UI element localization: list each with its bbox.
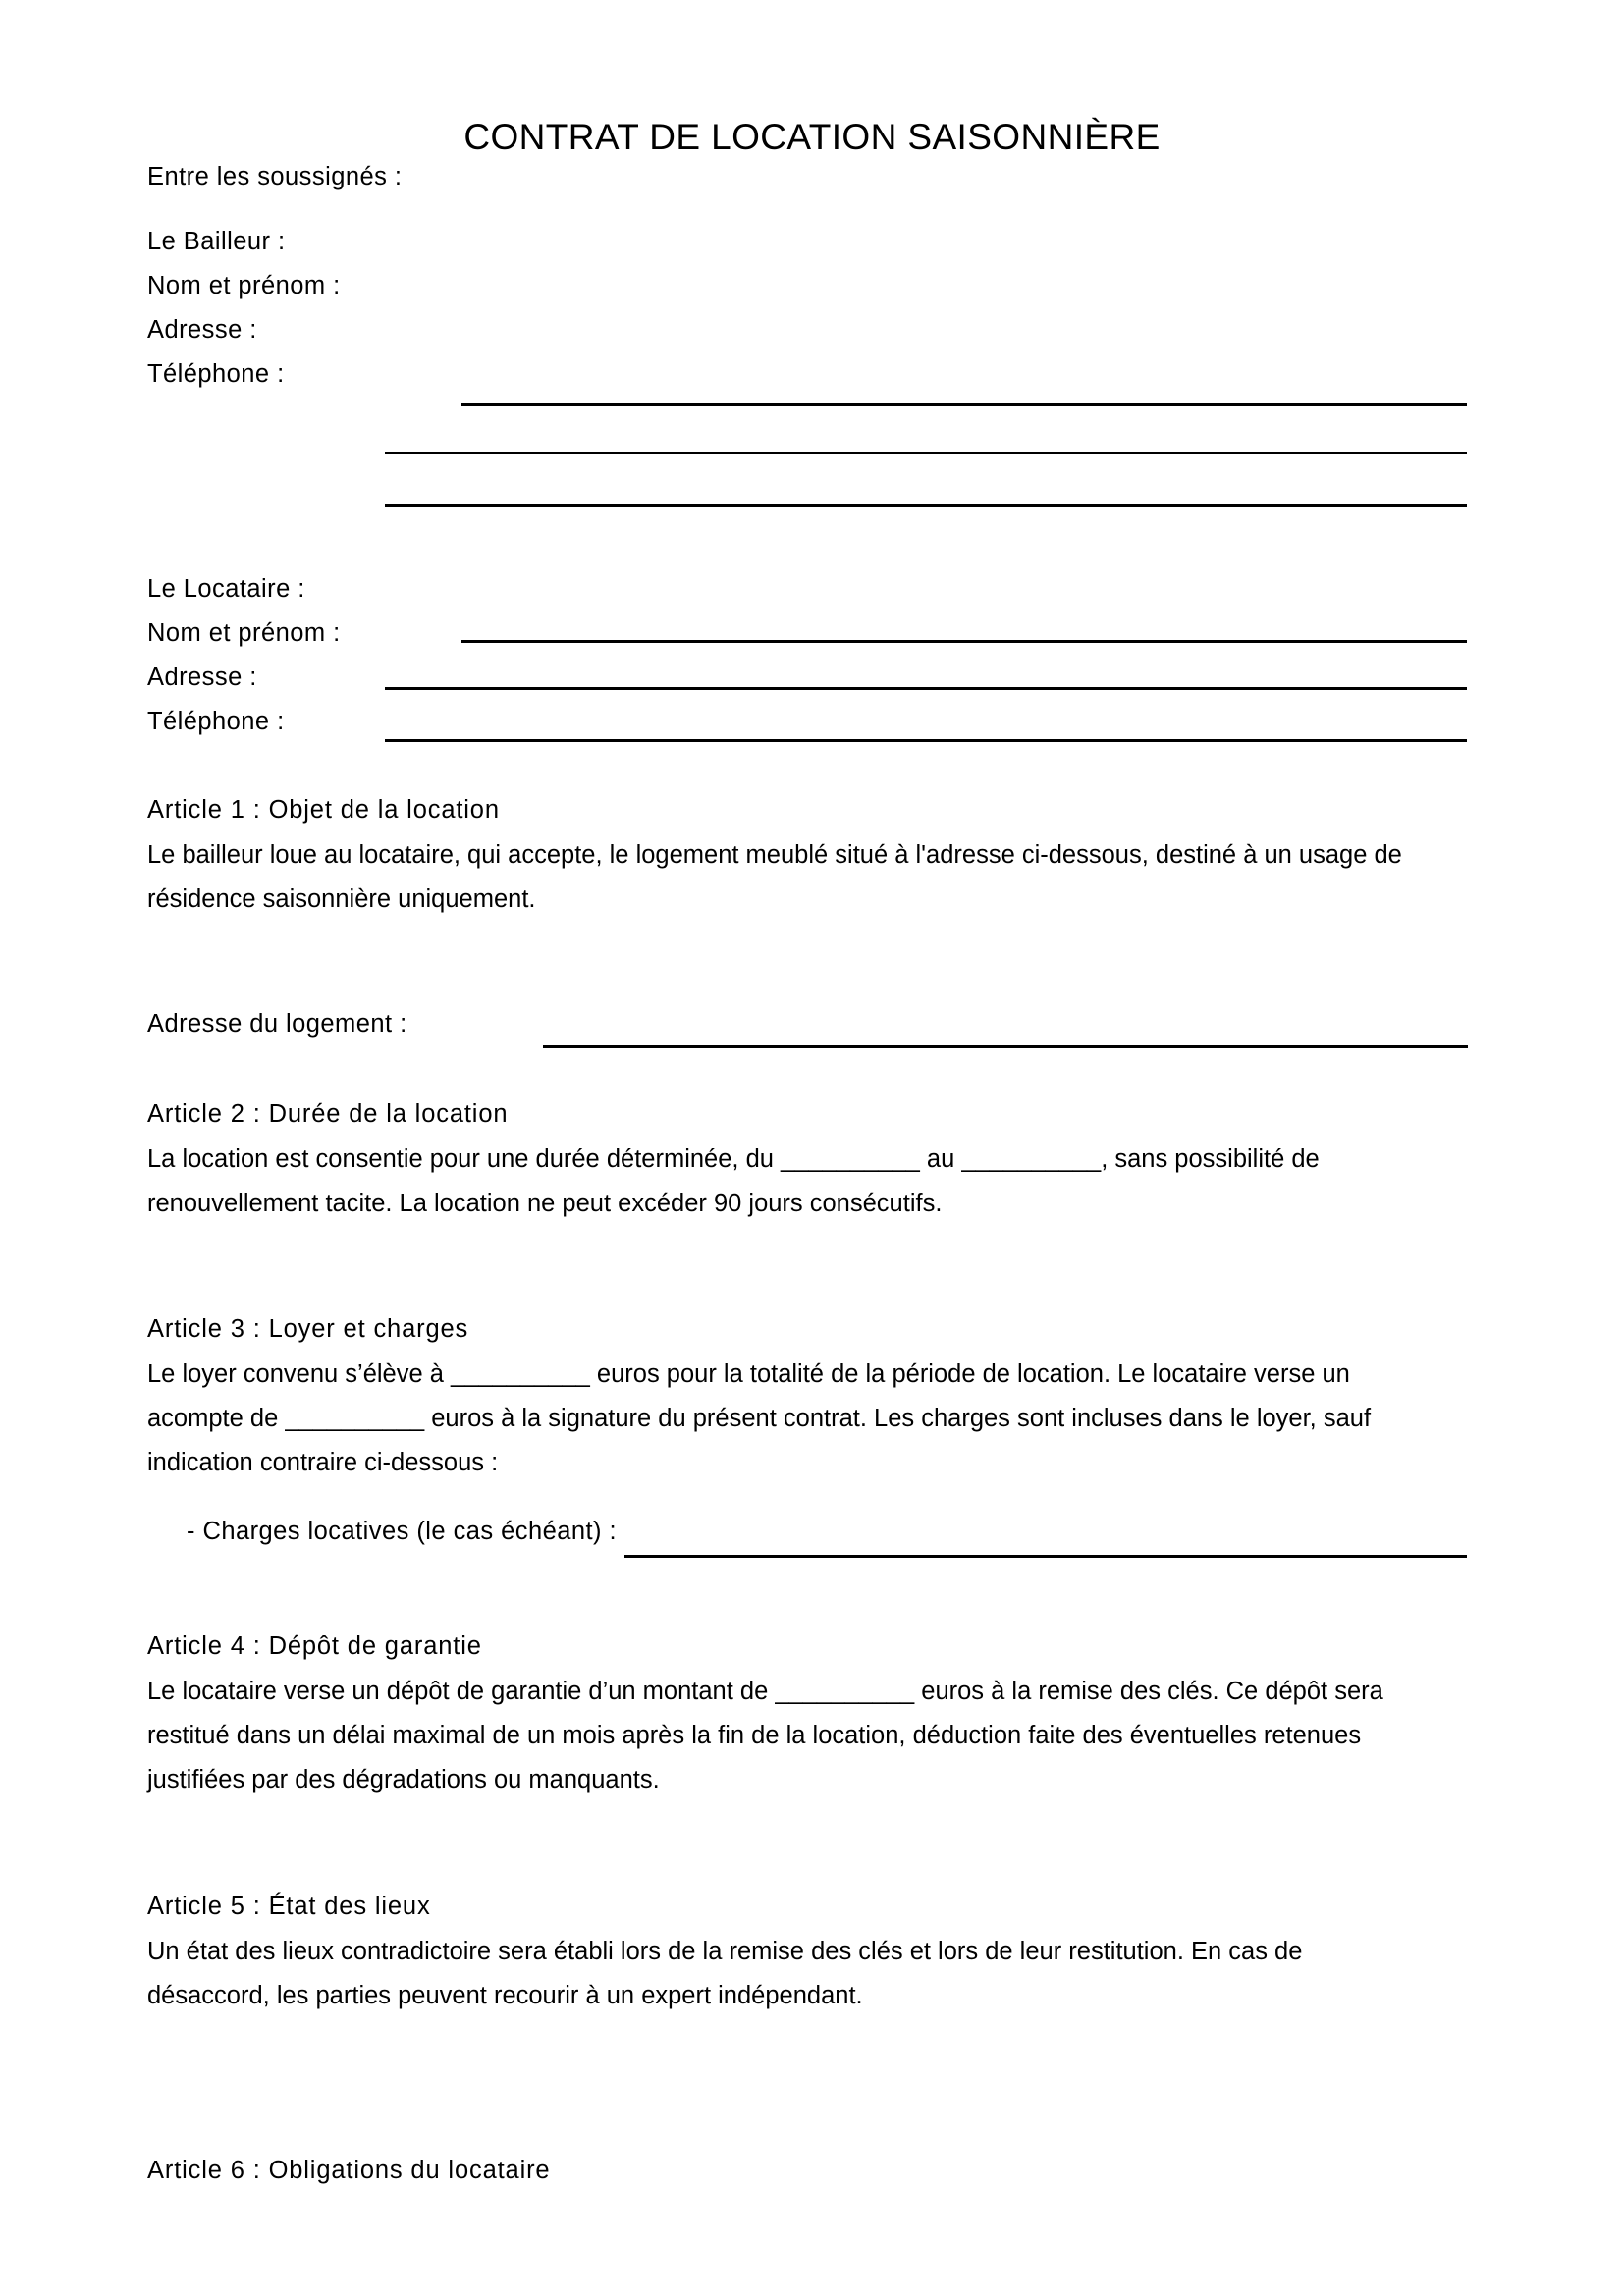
article-2-body: La location est consentie pour une durée déterminée, du __________ au __________, sans possibilité de renouvellement tacite. La location ne peut excéder 90 jours consécutifs. (147, 1146, 1320, 1217)
bailleur-address-label: Adresse : (147, 316, 257, 344)
bailleur-heading: Le Bailleur : (147, 228, 286, 255)
article-4-heading: Article 4 : Dépôt de garantie (147, 1632, 482, 1660)
locataire-name-label: Nom et prénom : (147, 619, 341, 647)
bailleur-address-field-rule[interactable] (385, 452, 1467, 454)
article-1-body: Le bailleur loue au locataire, qui accepte, le logement meublé situé à l'adresse ci-dessous, destiné à un usage de résidence saisonnière uniquement. (147, 841, 1402, 913)
locataire-heading: Le Locataire : (147, 575, 305, 603)
intro-line: Entre les soussignés : (147, 163, 403, 190)
bailleur-phone-label: Téléphone : (147, 360, 285, 388)
article-5-heading: Article 5 : État des lieux (147, 1893, 431, 1920)
housing-address-field-rule[interactable] (543, 1045, 1468, 1048)
charges-field-rule[interactable] (624, 1555, 1467, 1558)
locataire-address-label: Adresse : (147, 664, 257, 691)
article-4-body: Le locataire verse un dépôt de garantie d’un montant de __________ euros à la remise des clés. Ce dépôt sera restitué dans un délai maximal de un mois après la fin de la location, déduction faite des éventuelles retenues justifiées par des dégradations ou manquants. (147, 1678, 1383, 1793)
housing-address-label: Adresse du logement : (147, 1010, 407, 1038)
locataire-name-field-rule[interactable] (461, 640, 1467, 643)
charges-label: - Charges locatives (le cas échéant) : (187, 1518, 618, 1545)
locataire-phone-label: Téléphone : (147, 708, 285, 735)
locataire-address-field-rule[interactable] (385, 687, 1467, 690)
bailleur-name-label: Nom et prénom : (147, 272, 341, 299)
bailleur-phone-field-rule[interactable] (385, 504, 1467, 507)
article-1-heading: Article 1 : Objet de la location (147, 796, 500, 824)
article-3-body: Le loyer convenu s’élève à __________ euros pour la totalité de la période de location. Le locataire verse un acompte de __________ euros à la signature du présent contrat. Les charges sont incluses dans le loyer, sauf indication contraire ci-dessous : (147, 1361, 1372, 1476)
bailleur-name-field-rule[interactable] (461, 403, 1467, 406)
article-6-heading: Article 6 : Obligations du locataire (147, 2157, 551, 2184)
article-3-heading: Article 3 : Loyer et charges (147, 1315, 469, 1343)
article-2-heading: Article 2 : Durée de la location (147, 1100, 509, 1128)
page-title: CONTRAT DE LOCATION SAISONNIÈRE (463, 117, 1161, 157)
article-5-body: Un état des lieux contradictoire sera établi lors de la remise des clés et lors de leur restitution. En cas de désaccord, les parties peuvent recourir à un expert indépendant. (147, 1938, 1303, 2009)
locataire-phone-field-rule[interactable] (385, 739, 1467, 742)
